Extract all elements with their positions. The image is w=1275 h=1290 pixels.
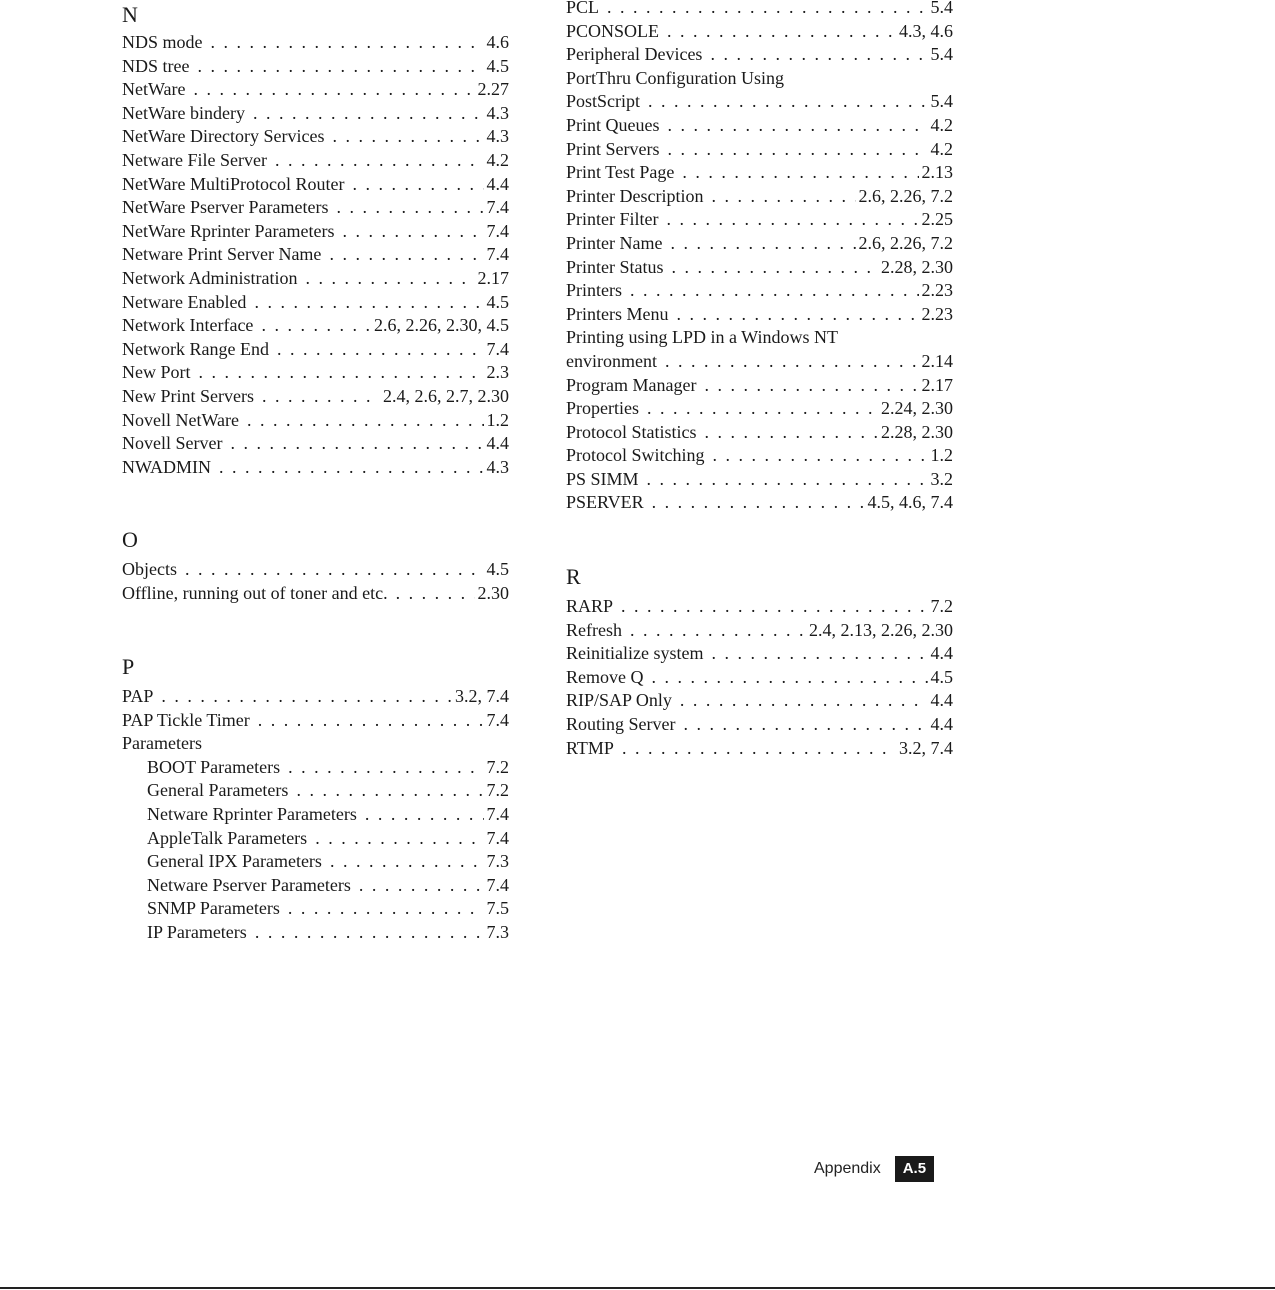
entry-term: NetWare Pserver Parameters	[122, 197, 329, 218]
entry-term: Printing using LPD in a Windows NT	[566, 327, 838, 348]
index-entry	[122, 173, 509, 197]
entry-term: Protocol Switching	[566, 445, 705, 466]
entry-term: Protocol Statistics	[566, 421, 697, 442]
dot-leader	[713, 444, 928, 468]
entry-pages: 3.2, 7.4	[899, 737, 953, 758]
entry-pages: 7.2	[486, 756, 509, 777]
entry-term: NWADMIN	[122, 456, 211, 477]
index-entry	[566, 43, 953, 67]
dot-leader	[197, 55, 483, 79]
dot-leader	[652, 491, 865, 515]
section-letter: R	[566, 564, 581, 589]
entry-pages: 5.4	[930, 44, 953, 65]
entry-term: New Print Servers	[122, 385, 254, 406]
entry-pages: 2.17	[477, 267, 509, 288]
entry-pages: 2.6, 2.26, 7.2	[858, 232, 953, 253]
entry-pages: 7.4	[486, 874, 509, 895]
index-entry	[566, 256, 953, 280]
index-entry	[566, 689, 953, 713]
index-entry	[566, 350, 953, 374]
entry-pages: 4.4	[486, 433, 509, 454]
entry-term: NetWare MultiProtocol Router	[122, 173, 345, 194]
entry-pages: 2.13	[921, 162, 953, 183]
dot-leader	[704, 374, 918, 398]
dot-leader	[315, 827, 483, 851]
dot-leader	[258, 709, 484, 733]
entry-pages: 2.17	[921, 374, 953, 395]
entry-term: AppleTalk Parameters	[147, 827, 308, 848]
entry-term: Peripheral Devices	[566, 44, 703, 65]
index-entry	[566, 374, 953, 398]
entry-term: PSERVER	[566, 492, 644, 513]
dot-leader	[330, 850, 484, 874]
dot-leader	[275, 149, 484, 173]
entry-term: Printer Status	[566, 256, 664, 277]
index-entry	[566, 421, 953, 445]
index-entry	[122, 803, 509, 827]
index-entry	[122, 409, 509, 433]
index-entry	[122, 558, 509, 582]
entry-pages: 4.5, 4.6, 7.4	[867, 492, 953, 513]
page-footer	[814, 1156, 934, 1182]
entry-term: Remove Q	[566, 666, 644, 687]
entry-pages: 1.2	[930, 445, 953, 466]
entry-term: NDS mode	[122, 32, 203, 52]
index-group-o	[122, 525, 509, 605]
index-entry	[122, 149, 509, 173]
dot-leader	[288, 756, 483, 780]
index-entry	[566, 491, 953, 515]
entry-list	[566, 595, 953, 760]
dot-leader	[651, 666, 927, 690]
bottom-rule	[0, 1287, 1275, 1289]
entry-pages: 4.2	[930, 114, 953, 135]
entry-pages: 7.4	[486, 197, 509, 218]
entry-term: Novell Server	[122, 433, 223, 454]
index-entry	[122, 921, 509, 945]
entry-pages: 2.14	[921, 350, 953, 371]
dot-leader	[305, 267, 474, 291]
entry-pages: 4.6	[486, 32, 509, 52]
entry-pages: 7.5	[486, 898, 509, 919]
dot-leader	[607, 0, 927, 20]
index-entry	[122, 456, 509, 480]
dot-leader	[682, 161, 918, 185]
entry-term: Print Test Page	[566, 162, 675, 183]
entry-term: Netware Enabled	[122, 291, 247, 312]
entry-term: Reinitialize system	[566, 643, 704, 664]
entry-pages: 2.23	[921, 303, 953, 324]
entry-term: Program Manager	[566, 374, 697, 395]
index-entry	[566, 138, 953, 162]
section-letter: N	[122, 2, 138, 27]
dot-leader	[648, 90, 927, 114]
dot-leader	[247, 409, 484, 433]
entry-term: Network Range End	[122, 338, 269, 359]
entry-pages: 7.3	[486, 851, 509, 872]
entry-pages: 3.2	[930, 468, 953, 489]
dot-leader	[647, 397, 878, 421]
entry-term: General Parameters	[147, 780, 289, 801]
entry-pages: 4.3	[486, 456, 509, 477]
index-entry	[122, 78, 509, 102]
dot-leader	[677, 303, 919, 327]
entry-term: IP Parameters	[147, 921, 247, 942]
dot-leader	[667, 208, 919, 232]
entry-pages: 2.25	[921, 209, 953, 230]
index-entry	[122, 897, 509, 921]
index-entry	[122, 779, 509, 803]
entry-pages: 4.5	[930, 666, 953, 687]
index-entry	[122, 291, 509, 315]
entry-term: PostScript	[566, 91, 641, 112]
entry-pages: 2.24, 2.30	[881, 398, 953, 419]
entry-pages: 7.4	[486, 244, 509, 265]
dot-leader	[668, 114, 928, 138]
dot-leader	[710, 43, 927, 67]
index-entry	[122, 385, 509, 409]
dot-leader	[161, 685, 452, 709]
index-entry	[122, 827, 509, 851]
index-entry	[122, 709, 509, 733]
section-letter: P	[122, 654, 135, 679]
entry-pages: 4.5	[486, 291, 509, 312]
entry-pages: 4.5	[486, 55, 509, 76]
entry-pages: 4.4	[930, 643, 953, 664]
index-entry	[566, 208, 953, 232]
dot-leader	[332, 125, 483, 149]
index-entry	[566, 232, 953, 256]
entry-pages: 4.2	[930, 138, 953, 159]
dot-leader	[670, 232, 855, 256]
index-entry	[122, 267, 509, 291]
entry-term: Network Administration	[122, 267, 298, 288]
entry-term: RTMP	[566, 737, 614, 758]
entry-pages: 7.4	[486, 338, 509, 359]
dot-leader	[680, 689, 928, 713]
dot-leader	[622, 737, 896, 761]
dot-leader	[705, 421, 879, 445]
entry-term: Network Interface	[122, 315, 254, 336]
entry-pages: 2.3	[486, 362, 509, 383]
index-entry	[122, 314, 509, 338]
entry-term: NetWare bindery	[122, 102, 245, 123]
index-entry	[122, 361, 509, 385]
index-entry	[122, 732, 509, 756]
index-entry	[122, 432, 509, 456]
entry-term: Netware Pserver Parameters	[147, 874, 351, 895]
index-entry	[566, 279, 953, 303]
entry-term: PCL	[566, 0, 600, 17]
dot-leader	[288, 897, 484, 921]
entry-term: Refresh	[566, 619, 622, 640]
index-entry	[566, 161, 953, 185]
entry-term: General IPX Parameters	[147, 851, 322, 872]
index-entry	[566, 642, 953, 666]
index-group-n	[122, 0, 509, 479]
entry-term: Novell NetWare	[122, 409, 239, 430]
entry-term: Printer Description	[566, 185, 704, 206]
entry-term: Netware File Server	[122, 149, 267, 170]
dot-leader	[253, 102, 484, 126]
entry-pages: 4.4	[930, 713, 953, 734]
index-entry	[122, 685, 509, 709]
dot-leader	[630, 619, 806, 643]
entry-term: PS SIMM	[566, 468, 639, 489]
entry-pages: 4.4	[486, 173, 509, 194]
dot-leader	[336, 196, 483, 220]
index-entry	[566, 326, 953, 350]
entry-term: RIP/SAP Only	[566, 690, 672, 711]
entry-term: Printer Name	[566, 232, 663, 253]
entry-term: New Port	[122, 362, 191, 383]
entry-term: SNMP Parameters	[147, 898, 280, 919]
entry-term: Print Queues	[566, 114, 660, 135]
index-entry	[122, 125, 509, 149]
entry-pages: 1.2	[486, 409, 509, 430]
entry-term: PCONSOLE	[566, 20, 660, 41]
dot-leader	[711, 185, 855, 209]
dot-leader	[630, 279, 919, 303]
index-entry	[566, 468, 953, 492]
index-entry	[566, 619, 953, 643]
index-entry	[566, 67, 953, 91]
dot-leader	[665, 350, 919, 374]
entry-term: NDS tree	[122, 55, 190, 76]
index-entry	[566, 20, 953, 44]
entry-pages: 7.4	[486, 709, 509, 730]
index-entry	[122, 243, 509, 267]
entry-term: Parameters	[122, 733, 202, 754]
index-entry	[122, 55, 509, 79]
entry-pages: 2.6, 2.26, 7.2	[858, 185, 953, 206]
entry-term: PAP	[122, 686, 154, 706]
dot-leader	[396, 582, 475, 606]
section-letter: O	[122, 527, 138, 552]
entry-term: RARP	[566, 596, 614, 616]
entry-term: Print Servers	[566, 138, 660, 159]
index-entry	[122, 338, 509, 362]
entry-term: Printers Menu	[566, 303, 669, 324]
index-entry	[122, 102, 509, 126]
dot-leader	[365, 803, 484, 827]
entry-list	[122, 685, 509, 945]
index-entry	[566, 114, 953, 138]
dot-leader	[621, 595, 927, 619]
entry-pages: 4.4	[930, 690, 953, 711]
dot-leader	[711, 642, 927, 666]
dot-leader	[211, 31, 484, 55]
dot-leader	[672, 256, 879, 280]
dot-leader	[254, 291, 483, 315]
entry-pages: 2.6, 2.26, 2.30, 4.5	[374, 315, 509, 336]
footer-label: Appendix	[814, 1160, 881, 1177]
entry-pages: 7.2	[486, 780, 509, 801]
entry-pages: 7.4	[486, 803, 509, 824]
entry-term: environment	[566, 350, 657, 371]
index-entry	[566, 185, 953, 209]
entry-pages: 2.28, 2.30	[881, 421, 953, 442]
entry-pages: 2.23	[921, 280, 953, 301]
index-entry	[122, 196, 509, 220]
entry-pages: 7.3	[486, 921, 509, 942]
index-entry	[122, 850, 509, 874]
dot-leader	[668, 138, 928, 162]
index-entry	[122, 31, 509, 55]
entry-pages: 4.5	[486, 559, 509, 579]
index-entry	[566, 713, 953, 737]
index-group-p-continued	[566, 0, 953, 515]
entry-pages: 2.27	[477, 79, 509, 100]
entry-list	[122, 558, 509, 605]
dot-leader	[219, 456, 484, 480]
entry-term: Netware Rprinter Parameters	[147, 803, 357, 824]
entry-pages: 5.4	[930, 91, 953, 112]
dot-leader	[353, 173, 484, 197]
dot-leader	[255, 921, 484, 945]
dot-leader	[199, 361, 484, 385]
entry-pages: 7.2	[930, 596, 953, 616]
dot-leader	[277, 338, 484, 362]
entry-term: NetWare	[122, 79, 186, 100]
dot-leader	[342, 220, 483, 244]
entry-pages: 2.4, 2.13, 2.26, 2.30	[809, 619, 953, 640]
index-entry	[566, 666, 953, 690]
dot-leader	[647, 468, 928, 492]
entry-term: BOOT Parameters	[147, 756, 281, 777]
entry-term: Netware Print Server Name	[122, 244, 322, 265]
index-entry	[122, 220, 509, 244]
dot-leader	[185, 558, 484, 582]
dot-leader	[261, 314, 371, 338]
entry-pages: 2.28, 2.30	[881, 256, 953, 277]
entry-pages: 7.4	[486, 827, 509, 848]
entry-term: Properties	[566, 398, 639, 419]
entry-pages: 4.3	[486, 126, 509, 147]
index-entry	[566, 90, 953, 114]
entry-term: NetWare Directory Services	[122, 126, 325, 147]
entry-list	[566, 0, 953, 515]
dot-leader	[329, 243, 483, 267]
index-entry	[566, 0, 953, 20]
index-entry	[122, 582, 509, 606]
index-entry	[122, 756, 509, 780]
dot-leader	[262, 385, 380, 409]
entry-term: NetWare Rprinter Parameters	[122, 220, 335, 241]
index-group-r	[566, 562, 953, 760]
index-entry	[566, 595, 953, 619]
dot-leader	[359, 874, 484, 898]
entry-pages: 2.4, 2.6, 2.7, 2.30	[383, 385, 509, 406]
index-entry	[566, 303, 953, 327]
entry-term: Routing Server	[566, 713, 676, 734]
dot-leader	[667, 20, 896, 44]
entry-pages: 3.2, 7.4	[455, 686, 509, 706]
entry-term: Offline, running out of toner and etc.	[122, 582, 388, 603]
entry-term: PAP Tickle Timer	[122, 709, 250, 730]
entry-pages: 5.4	[930, 0, 953, 17]
entry-term: Objects	[122, 559, 177, 579]
entry-pages: 2.30	[477, 582, 509, 603]
entry-pages: 4.2	[486, 149, 509, 170]
page-number-badge: A.5	[895, 1156, 934, 1182]
entry-term: PortThru Configuration Using	[566, 67, 784, 88]
entry-pages: 7.4	[486, 220, 509, 241]
entry-term: Printer Filter	[566, 209, 659, 230]
entry-term: Printers	[566, 280, 622, 301]
index-entry	[566, 397, 953, 421]
dot-leader	[296, 779, 483, 803]
index-entry	[566, 737, 953, 761]
index-entry	[122, 874, 509, 898]
dot-leader	[194, 78, 475, 102]
entry-list	[122, 31, 509, 479]
dot-leader	[230, 432, 483, 456]
dot-leader	[684, 713, 928, 737]
entry-pages: 4.3	[486, 102, 509, 123]
index-group-p	[122, 652, 509, 945]
index-entry	[566, 444, 953, 468]
entry-pages: 4.3, 4.6	[899, 20, 953, 41]
